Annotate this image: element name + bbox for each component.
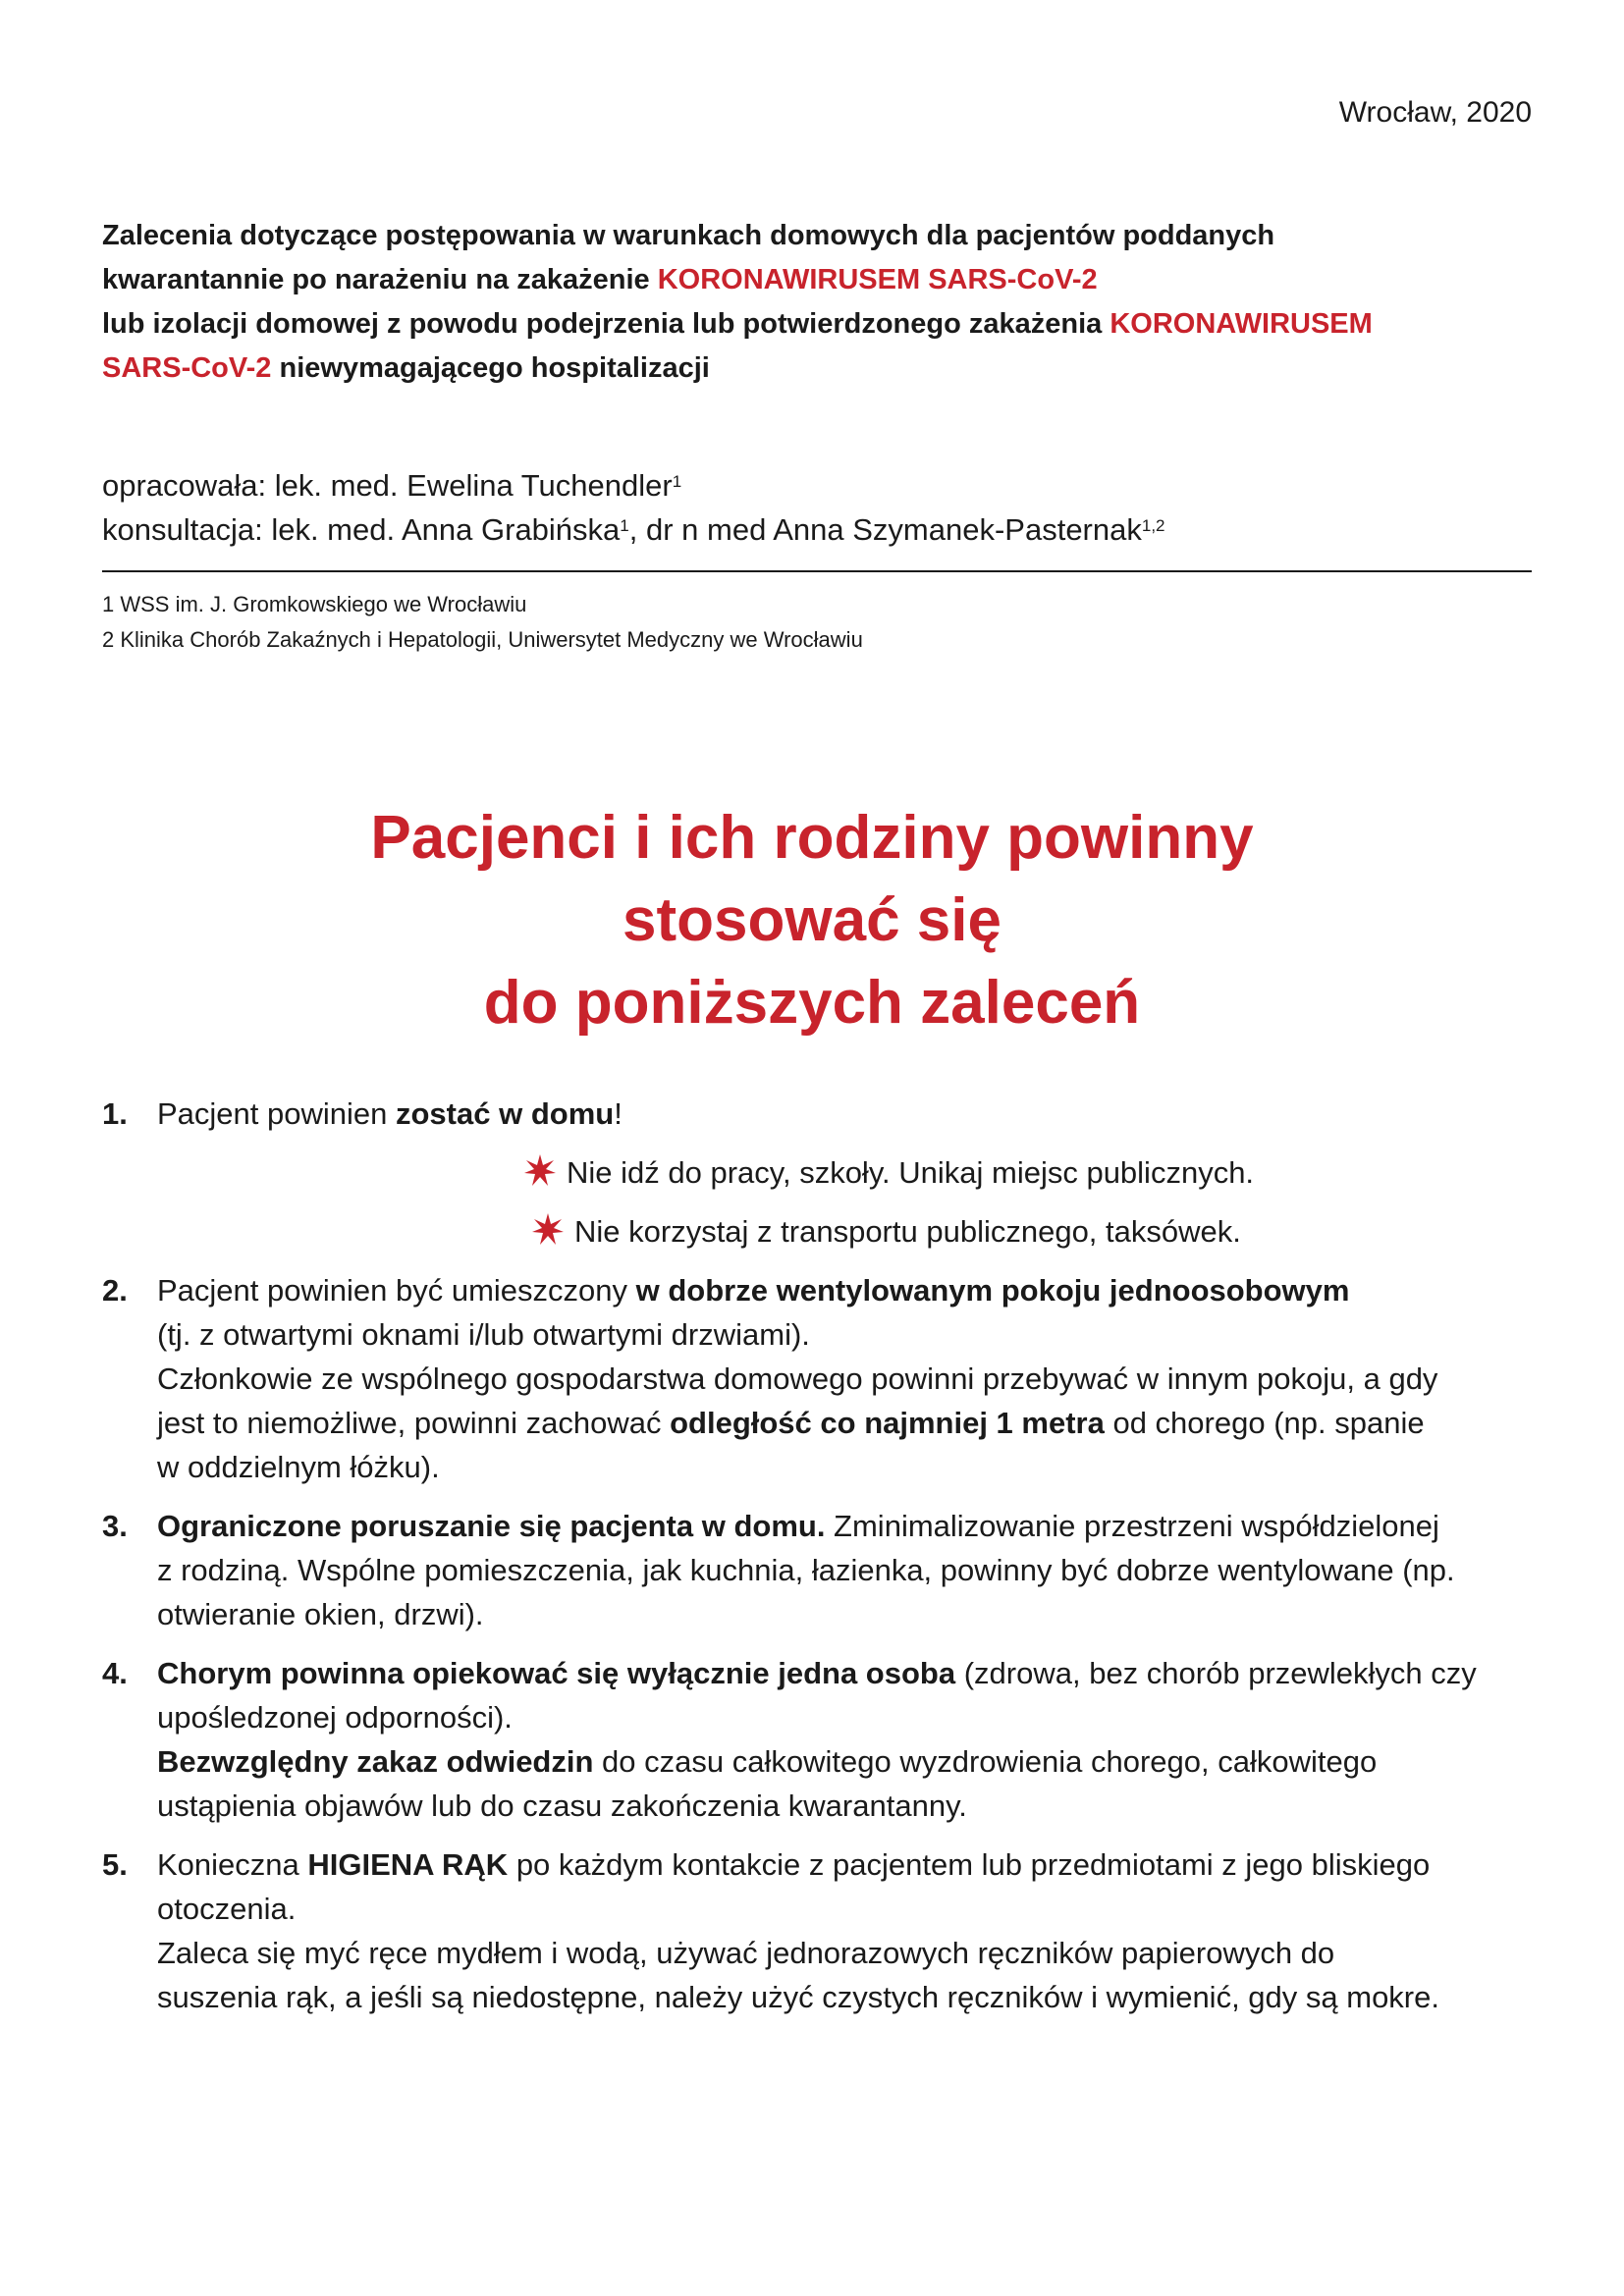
sub-bullet-2 — [157, 1209, 1536, 1254]
item-line — [157, 1739, 1536, 1784]
bold-text: HIGIENA RĄK — [307, 1847, 509, 1882]
item-number: 1. — [102, 1096, 128, 1131]
document-title — [102, 214, 1536, 391]
item-line: Zaleca się myć ręce mydłem i wodą, używać jednorazowych ręczników papierowych do — [157, 1936, 1335, 1970]
heading-line-3: do poniższych zaleceń — [483, 969, 1141, 1037]
main-heading — [0, 797, 1624, 1044]
item-line — [157, 1651, 1536, 1695]
item-line: w oddzielnym łóżku). — [157, 1450, 440, 1484]
item-line — [157, 1504, 1536, 1548]
text: po każdym kontakcie z pacjentem lub przedmiotami z jego bliskiego — [508, 1847, 1431, 1882]
text: Pacjent powinien — [157, 1096, 396, 1131]
title-text: lub izolacji domowej z powodu podejrzenia lub potwierdzonego zakażenia — [102, 308, 1110, 340]
list-item-1 — [102, 1092, 1536, 1254]
text: jest to niemożliwe, powinni zachować — [157, 1406, 671, 1440]
bold-text: w dobrze wentylowanym pokoju jednoosobowym — [635, 1273, 1350, 1308]
title-text: niewymagającego hospitalizacji — [271, 352, 710, 384]
item-line: z rodziną. Wspólne pomieszczenia, jak kuchnia, łazienka, powinny być dobrze wentylowane (np. — [157, 1553, 1455, 1587]
item-line — [157, 1842, 1536, 1887]
title-line-3 — [102, 302, 1536, 347]
text: Pacjent powinien być umieszczony — [157, 1273, 636, 1308]
text: do czasu całkowitego wyzdrowienia chorego, całkowitego — [593, 1744, 1378, 1779]
text: (zdrowa, bez chorób przewlekłych czy — [955, 1656, 1477, 1690]
red-star-icon — [523, 1153, 557, 1187]
bold-text: Chorym powinna opiekować się wyłącznie jedna osoba — [157, 1656, 956, 1690]
title-line-1: Zalecenia dotyczące postępowania w warunkach domowych dla pacjentów poddanych — [102, 220, 1275, 251]
affiliation-1: 1 WSS im. J. Gromkowskiego we Wrocławiu — [102, 592, 527, 616]
title-line-4 — [102, 347, 1536, 391]
text: od chorego (np. spanie — [1104, 1406, 1425, 1440]
title-text: kwarantannie po narażeniu na zakażenie — [102, 264, 658, 295]
item-line: otoczenia. — [157, 1892, 297, 1926]
red-star-icon — [531, 1212, 565, 1246]
item-number: 3. — [102, 1509, 128, 1543]
list-item-4 — [102, 1651, 1536, 1828]
item-line: Członkowie ze wspólnego gospodarstwa domowego powinni przebywać w innym pokoju, a gdy — [157, 1362, 1438, 1396]
footnote-ref: 1 — [672, 472, 682, 491]
title-line-2 — [102, 258, 1536, 302]
heading-line-1: Pacjenci i ich rodziny powinny — [370, 804, 1254, 872]
text: Zminimalizowanie przestrzeni współdzielonej — [825, 1509, 1439, 1543]
sub-bullet-1 — [157, 1150, 1536, 1195]
list-item-2 — [102, 1268, 1536, 1489]
bold-text: zostać w domu — [396, 1096, 615, 1131]
item-number: 5. — [102, 1847, 128, 1882]
heading-line-2: stosować się — [623, 886, 1001, 954]
item-line: upośledzonej odporności). — [157, 1700, 513, 1735]
affiliations — [102, 587, 863, 658]
authors-block — [102, 463, 1165, 552]
consultation-text: , dr n med Anna Szymanek-Pasternak — [628, 512, 1142, 547]
footnote-ref: 1,2 — [1141, 516, 1165, 535]
bold-text: odległość co najmniej 1 metra — [670, 1406, 1105, 1440]
item-line: otwieranie okien, drzwi). — [157, 1597, 484, 1631]
item-line — [157, 1401, 1536, 1445]
item-line: (tj. z otwartymi oknami i/lub otwartymi drzwiami). — [157, 1317, 810, 1352]
item-line: ustąpienia objawów lub do czasu zakończenia kwarantanny. — [157, 1789, 967, 1823]
document-date: Wrocław, 2020 — [1338, 96, 1532, 129]
affiliation-2: 2 Klinika Chorób Zakaźnych i Hepatologii, Uniwersytet Medyczny we Wrocławiu — [102, 627, 863, 652]
virus-name-highlight: KORONAWIRUSEM SARS-CoV-2 — [657, 264, 1098, 295]
sub-bullet-text: Nie korzystaj z transportu publicznego, taksówek. — [574, 1214, 1241, 1249]
divider-line — [102, 570, 1532, 572]
sub-bullet-text: Nie idź do pracy, szkoły. Unikaj miejsc publicznych. — [567, 1155, 1255, 1190]
item-number: 4. — [102, 1656, 128, 1690]
item-line: suszenia rąk, a jeśli są niedostępne, należy użyć czystych ręczników i wymienić, gdy są mokre. — [157, 1980, 1439, 2014]
consultation-text: konsultacja: lek. med. Anna Grabińska — [102, 512, 621, 547]
recommendations-list — [102, 1092, 1536, 2034]
sub-bullets — [157, 1150, 1536, 1254]
item-line — [157, 1268, 1536, 1312]
list-item-5 — [102, 1842, 1536, 2019]
bold-text: Ograniczone poruszanie się pacjenta w domu. — [157, 1509, 826, 1543]
prepared-by-text: opracowała: lek. med. Ewelina Tuchendler — [102, 468, 673, 503]
item-number: 2. — [102, 1273, 128, 1308]
virus-name-highlight: SARS-CoV-2 — [102, 352, 272, 384]
text: Konieczna — [157, 1847, 308, 1882]
prepared-by — [102, 463, 1165, 507]
consultation — [102, 507, 1165, 552]
footnote-ref: 1 — [620, 516, 629, 535]
list-item-3 — [102, 1504, 1536, 1636]
bold-text: Bezwzględny zakaz odwiedzin — [157, 1744, 594, 1779]
text: ! — [614, 1096, 623, 1131]
item-text — [157, 1092, 1536, 1136]
virus-name-highlight: KORONAWIRUSEM — [1110, 308, 1373, 340]
